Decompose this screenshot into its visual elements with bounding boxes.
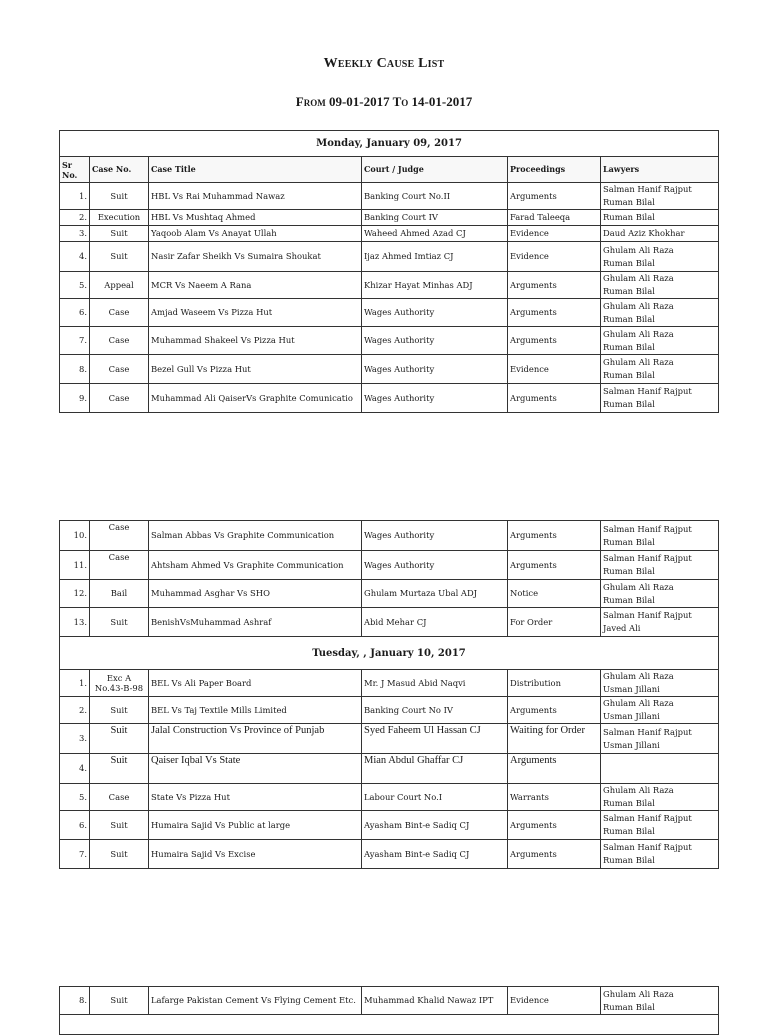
cell-proceedings: Evidence [508,226,601,242]
cell-sr-no: 3. [60,724,90,754]
lawyer-name: Ruman Bilal [603,566,655,576]
cell-lawyers [601,327,719,355]
cell-proceedings: Evidence [508,242,601,272]
cell-sr-no: 8. [60,355,90,384]
table-row [60,299,719,327]
lawyer-name: Ruman Bilal [603,826,655,836]
cell-lawyers [601,580,719,608]
cell-sr-no: 2. [60,697,90,724]
cell-proceedings: Arguments [508,327,601,355]
cell-case-title: Nasir Zafar Sheikh Vs Sumaira Shoukat [149,242,362,272]
cell-lawyers [601,608,719,637]
cell-court-judge: Wages Authority [362,384,508,413]
cell-proceedings: Arguments [508,697,601,724]
cell-court-judge: Banking Court IV [362,210,508,226]
cell-lawyers [601,987,719,1015]
cell-case-no: Case [90,327,149,355]
cell-case-no: Suit [90,987,149,1015]
cell-sr-no: 13. [60,608,90,637]
lawyer-name: Ruman Bilal [603,257,655,268]
table-row [60,784,719,811]
cell-court-judge: Ghulam Murtaza Ubal ADJ [362,580,508,608]
cell-case-title: HBL Vs Rai Muhammad Nawaz [149,183,362,210]
cell-lawyers [601,210,719,226]
cell-case-no [90,670,149,697]
cell-proceedings: Evidence [508,355,601,384]
cell-case-title: Humaira Sajid Vs Excise [149,840,362,869]
lawyer-name: Salman Hanif Rajput [603,523,692,534]
cell-case-title: Lafarge Pakistan Cement Vs Flying Cement Etc. [149,987,362,1015]
cell-lawyers [601,784,719,811]
cell-proceedings: Farad Taleeqa [508,210,601,226]
cell-lawyers [601,272,719,299]
lawyer-name: Salman Hanif Rajput [603,553,692,563]
header-case-no: Case No. [90,157,149,183]
cell-lawyers [601,551,719,580]
cell-case-no: Bail [90,580,149,608]
lawyer-name: Ghulam Ali Raza [603,328,674,339]
lawyer-name: Salman Hanif Rajput [603,184,692,194]
table-row [60,226,719,242]
table-row [60,355,719,384]
cell-case-title: State Vs Pizza Hut [149,784,362,811]
cell-proceedings: Arguments [508,384,601,413]
cell-case-title: Qaiser Iqbal Vs State [149,754,362,784]
cell-case-no: Suit [90,811,149,840]
cell-lawyers [601,521,719,551]
table-row [60,754,719,784]
lawyer-name: Ruman Bilal [603,594,655,605]
cell-court-judge: Ayasham Bint-e Sadiq CJ [362,811,508,840]
cell-case-title: Muhammad Shakeel Vs Pizza Hut [149,327,362,355]
header-court-judge: Court / Judge [362,157,508,183]
cell-lawyers [601,754,719,784]
lawyer-name: Salman Hanif Rajput [603,386,692,396]
lawyer-name: Salman Hanif Rajput [603,813,692,823]
cell-sr-no: 7. [60,840,90,869]
cell-court-judge: Banking Court No.II [362,183,508,210]
cell-case-title: HBL Vs Mushtaq Ahmed [149,210,362,226]
cell-case-no: Suit [90,840,149,869]
cell-case-title: BenishVsMuhammad Ashraf [149,608,362,637]
cause-list-table-page1 [59,130,719,413]
cell-case-no: Case [90,355,149,384]
cell-proceedings: Arguments [508,754,601,784]
lawyer-name: Ruman Bilal [603,536,655,547]
lawyer-name: Ruman Bilal [603,286,655,296]
cell-lawyers [601,299,719,327]
lawyer-name: Javed Ali [603,623,641,633]
cell-court-judge: Ayasham Bint-e Sadiq CJ [362,840,508,869]
cell-lawyers [601,183,719,210]
lawyer-name: Ruman Bilal [603,212,655,222]
cell-court-judge: Banking Court No IV [362,697,508,724]
lawyer-name: Ruman Bilal [603,855,655,865]
cell-case-no: Case [90,521,149,551]
cell-case-no: Suit [90,724,149,754]
lawyer-name: Ghulam Ali Raza [603,300,674,311]
cell-court-judge: Wages Authority [362,355,508,384]
cell-case-title: Amjad Waseem Vs Pizza Hut [149,299,362,327]
cell-proceedings: For Order [508,608,601,637]
cell-case-title: Jalal Construction Vs Province of Punjab [149,724,362,754]
cell-case-no: Suit [90,754,149,784]
cell-sr-no: 3. [60,226,90,242]
cell-lawyers [601,355,719,384]
cell-proceedings: Evidence [508,987,601,1015]
lawyer-name: Ruman Bilal [603,399,655,409]
cell-sr-no: 1. [60,183,90,210]
lawyer-name: Ghulam Ali Raza [603,581,674,592]
cell-proceedings: Waiting for Order [508,724,601,754]
lawyer-name: Ghulam Ali Raza [603,988,674,999]
cell-case-title: Yaqoob Alam Vs Anayat Ullah [149,226,362,242]
table-row [60,840,719,869]
cell-proceedings: Arguments [508,521,601,551]
cell-proceedings: Warrants [508,784,601,811]
cell-sr-no: 6. [60,811,90,840]
lawyer-name: Ruman Bilal [603,313,655,324]
cell-sr-no: 5. [60,784,90,811]
cell-court-judge: Labour Court No.I [362,784,508,811]
lawyer-name: Ghulam Ali Raza [603,357,674,367]
cell-sr-no: 9. [60,384,90,413]
cell-sr-no: 4. [60,754,90,784]
lawyer-name: Ghulam Ali Raza [603,698,674,708]
cell-case-title: BEL Vs Taj Textile Mills Limited [149,697,362,724]
cell-proceedings: Notice [508,580,601,608]
table-row [60,811,719,840]
cell-court-judge: Mian Abdul Ghaffar CJ [362,754,508,784]
cell-case-title: Muhammad Ali QaiserVs Graphite Comunicatio [149,384,362,413]
day-heading-monday: Monday, January 09, 2017 [60,131,719,157]
lawyer-name: Daud Aziz Khokhar [603,228,685,238]
cell-court-judge: Wages Authority [362,299,508,327]
lawyer-name: Ruman Bilal [603,370,655,380]
lawyer-name: Ghulam Ali Raza [603,244,674,255]
lawyer-name: Ghulam Ali Raza [603,785,674,795]
table-row [60,670,719,697]
table-row [60,272,719,299]
cell-court-judge: Khizar Hayat Minhas ADJ [362,272,508,299]
table-row [60,987,719,1015]
header-proceedings: Proceedings [508,157,601,183]
cell-sr-no: 6. [60,299,90,327]
table-row [60,551,719,580]
lawyer-name: Salman Hanif Rajput [603,842,692,852]
lawyer-name: Ghulam Ali Raza [603,273,674,283]
lawyer-name: Usman Jillani [603,684,660,694]
cell-proceedings: Distribution [508,670,601,697]
cell-court-judge: Waheed Ahmed Azad CJ [362,226,508,242]
cell-sr-no: 2. [60,210,90,226]
table-row [60,697,719,724]
lawyer-name: Ruman Bilal [603,1001,655,1012]
cell-sr-no: 7. [60,327,90,355]
cell-court-judge: Wages Authority [362,327,508,355]
cell-case-no: Case [90,551,149,580]
cell-lawyers [601,840,719,869]
table-row [60,327,719,355]
cell-case-no: Suit [90,242,149,272]
cell-case-title: Bezel Gull Vs Pizza Hut [149,355,362,384]
table-row [60,210,719,226]
cell-case-no: Suit [90,226,149,242]
cause-list-table-page3 [59,986,719,1035]
lawyer-name: Ruman Bilal [603,341,655,352]
cell-proceedings: Arguments [508,551,601,580]
cell-sr-no: 4. [60,242,90,272]
cause-list-table-page2 [59,520,719,869]
case-no-line: Exc A [106,673,132,683]
date-range-subtitle: From 09-01-2017 To 14-01-2017 [295,94,473,109]
table-row [60,724,719,754]
cell-case-no: Suit [90,697,149,724]
cell-case-no: Execution [90,210,149,226]
cell-proceedings: Arguments [508,811,601,840]
header-lawyers: Lawyers [601,157,719,183]
table-row [60,384,719,413]
cell-lawyers [601,226,719,242]
table-row [60,242,719,272]
cell-sr-no: 5. [60,272,90,299]
lawyer-name: Ruman Bilal [603,798,655,808]
lawyer-name: Salman Hanif Rajput [603,610,692,620]
cell-court-judge: Muhammad Khalid Nawaz IPT [362,987,508,1015]
lawyer-name: Ruman Bilal [603,197,655,207]
header-sr-no: Sr No. [60,157,90,183]
cell-sr-no: 12. [60,580,90,608]
cell-sr-no: 8. [60,987,90,1015]
lawyer-name: Salman Hanif Rajput [603,726,692,737]
cell-lawyers [601,384,719,413]
cell-lawyers [601,697,719,724]
cell-case-no: Case [90,299,149,327]
cell-case-title: Muhammad Asghar Vs SHO [149,580,362,608]
continuation-row [60,1015,719,1035]
cell-proceedings: Arguments [508,183,601,210]
cell-case-no: Appeal [90,272,149,299]
cell-case-title: Humaira Sajid Vs Public at large [149,811,362,840]
cell-court-judge: Wages Authority [362,521,508,551]
cell-court-judge: Abid Mehar CJ [362,608,508,637]
table-row [60,608,719,637]
cell-proceedings: Arguments [508,272,601,299]
cell-sr-no: 11. [60,551,90,580]
cell-case-no: Suit [90,608,149,637]
document-title: Weekly Cause List [323,56,445,71]
table-row [60,521,719,551]
cell-sr-no: 10. [60,521,90,551]
header-case-title: Case Title [149,157,362,183]
cell-case-title: Salman Abbas Vs Graphite Communication [149,521,362,551]
cell-lawyers [601,242,719,272]
cell-case-title: MCR Vs Naeem A Rana [149,272,362,299]
cell-proceedings: Arguments [508,840,601,869]
cell-court-judge: Mr. J Masud Abid Naqvi [362,670,508,697]
cell-court-judge: Ijaz Ahmed Imtiaz CJ [362,242,508,272]
cell-lawyers [601,811,719,840]
cell-sr-no: 1. [60,670,90,697]
cell-case-title: BEL Vs Ali Paper Board [149,670,362,697]
cell-case-title: Ahtsham Ahmed Vs Graphite Communication [149,551,362,580]
lawyer-name: Usman Jillani [603,739,660,750]
table-row [60,183,719,210]
table-row [60,580,719,608]
lawyer-name: Usman Jillani [603,711,660,721]
cell-court-judge: Syed Faheem Ul Hassan CJ [362,724,508,754]
day-heading-tuesday: Tuesday, , January 10, 2017 [60,637,719,670]
cell-case-no: Suit [90,183,149,210]
cell-proceedings: Arguments [508,299,601,327]
case-no-line: No.43-B-98 [94,683,144,693]
cell-lawyers [601,670,719,697]
cell-case-no: Case [90,384,149,413]
cell-case-no: Case [90,784,149,811]
lawyer-name: Ghulam Ali Raza [603,671,674,681]
cell-court-judge: Wages Authority [362,551,508,580]
cell-lawyers [601,724,719,754]
